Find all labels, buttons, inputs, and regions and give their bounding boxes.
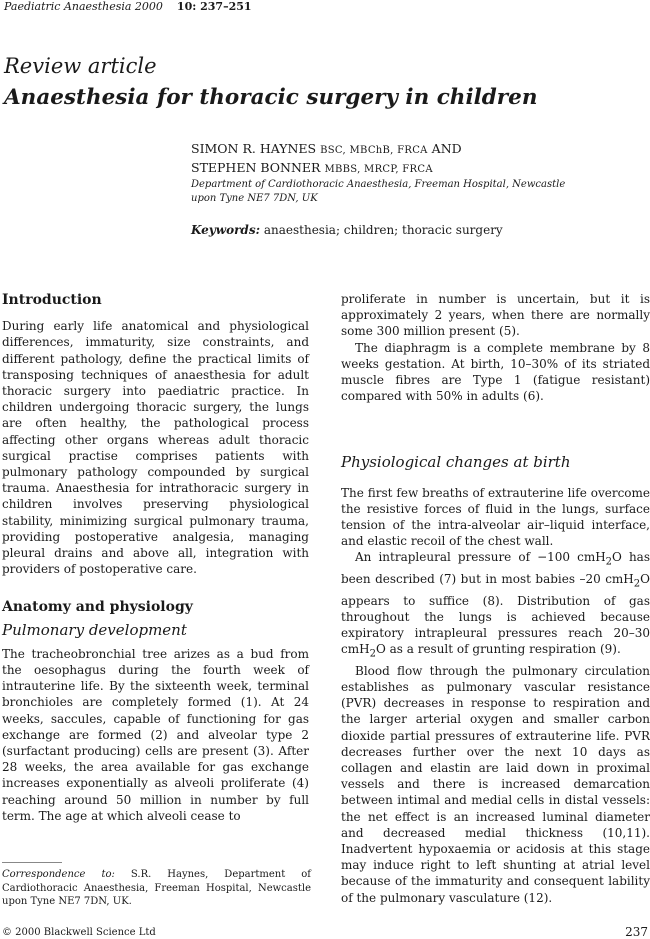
pressure-text: O has been described (7) but in most babies –20 cmH [341,550,650,587]
right-column [341,291,650,906]
pressure-text: O as a result of grunting respiration (9). [375,642,621,657]
author-2 [191,159,462,178]
author-conjunction: AND [431,141,462,156]
pressure-text: An intrapleural pressure of −100 cmH [355,550,606,565]
volume-pages: 10: 237–251 [176,0,252,13]
section-heading-anatomy: Anatomy and physiology [2,599,193,616]
author-degrees: BSC, MBChB, FRCA [320,145,428,156]
footnote-label: Correspondence to: [2,869,115,880]
author-block [191,140,462,178]
keywords-text: anaesthesia; children; thoracic surgery [263,223,503,237]
intrapleural-pressure-paragraph [341,549,650,662]
first-breaths-paragraph: The first few breaths of extrauterine life overcome the resistive forces of fluid in the lungs, surface tension of the intra-alveolar air–liquid interface, and elastic recoil of the chest wall. [341,485,650,549]
journal-name: Paediatric Anaesthesia 2000 [4,0,163,13]
subscript-2: 2 [605,556,613,568]
subheading-changes-at-birth: Physiological changes at birth [341,453,571,472]
affiliation: Department of Cardiothoracic Anaesthesia, Freeman Hospital, Newcastle upon Tyne NE7 7DN, UK [191,179,566,204]
author-name: SIMON R. HAYNES [191,141,317,156]
article-title: Anaesthesia for thoracic surgery in children [4,85,538,110]
footnote-text: S.R. Haynes, Department of Cardiothoracic Anaesthesia, Freeman Hospital, Newcastle upon Tyne NE7 7DN, UK. [2,869,311,907]
subscript-2: 2 [369,648,376,660]
copyright: © 2000 Blackwell Science Ltd [2,927,156,938]
section-heading-introduction: Introduction [2,292,102,308]
page-number: 237 [625,925,648,939]
pulmonary-development-continued: proliferate in number is uncertain, but it is approximately 2 years, when there are normally some 300 million present (5). [341,292,650,339]
running-head [4,0,252,13]
subscript-2: 2 [633,578,641,590]
article-type: Review article [4,54,157,78]
diaphragm-paragraph: The diaphragm is a complete membrane by 8 weeks gestation. At birth, 10–30% of its striated muscle fibres are Type 1 (fatigue resistant) compared with 50% in adults (6). [341,340,650,404]
keywords-label: Keywords: [191,223,261,237]
author-degrees: MBBS, MRCP, FRCA [324,164,433,175]
keywords [191,223,503,237]
author-name: STEPHEN BONNER [191,160,321,175]
author-1 [191,140,462,159]
pressure-text: O appears to suffice (8). Distribution of gas throughout the lungs is achieved because expiratory intrapleural pressures reach 20–30 cmH [341,572,650,657]
blood-flow-paragraph: Blood flow through the pulmonary circulation establishes as pulmonary vascular resistance (PVR) decreases in response to respiration and the larger arterial oxygen and smaller carbon dioxide partial pressures of extrauterine life. PVR decreases further over the next 10 days as collagen and elastin are laid down in proximal vessels and there is increased demarcation between intimal and medial cells in distal vessels: the net effect is an increased luminal diameter and decreased medial thickness (10,11). Inadvertent hypoxaemia or acidosis at this stage may induce right to left shunting at atrial level because of the immaturity and consequent lability of the pulmonary vasculature (12). [341,663,650,905]
footnote-rule [2,862,62,863]
pulmonary-development-paragraph: The tracheobronchial tree arizes as a bud from the oesophagus during the fourth week of intrauterine life. By the sixteenth week, terminal bronchioles are completely formed (1). At 24 weeks, saccules, capable of functioning for gas exchange are formed (2) and alveolar type 2 (surfactant producing) cells are present (3). After 28 weeks, the area available for gas exchange increases exponentially as alveoli proliferate (4) reaching around 50 million in number by full term. The age at which alveoli cease to [2,646,309,823]
introduction-paragraph: During early life anatomical and physiological differences, immaturity, size constraints, and different pathology, define the practical limits of transposing techniques of anaesthesia for adult thoracic surgery into paediatric practice. In children undergoing thoracic surgery, the lungs are often healthy, the pathological process affecting other organs whereas adult thoracic surgical practise comprises patients with pulmonary pathology compounded by surgical trauma. Anaesthesia for intrathoracic surgery in children involves preserving physiological stability, minimizing surgical pulmonary trauma, providing postoperative analgesia, managing pleural drains and above all, integration with providers of postoperative care. [2,319,309,577]
left-column [2,292,309,824]
correspondence-footnote [2,868,311,909]
subheading-pulmonary-development: Pulmonary development [2,620,187,639]
